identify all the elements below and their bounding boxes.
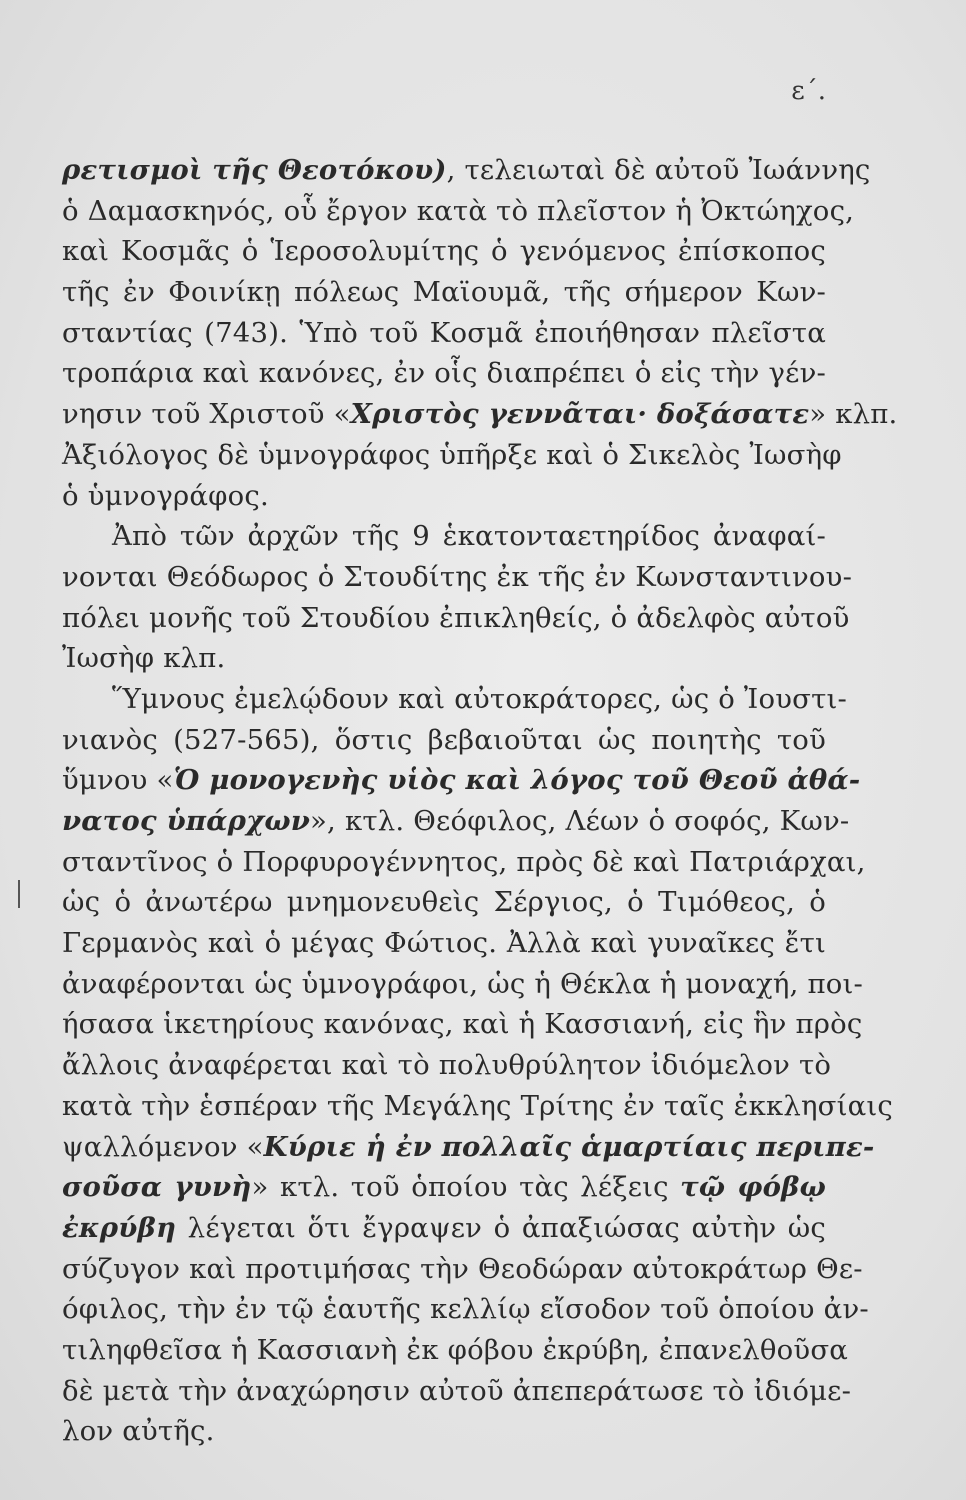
text-line: ὁ Δαμασκηνός, οὗ ἔργον κατὰ τὸ πλεῖστον ἡ Ὀκτώηχος, [62, 194, 855, 227]
text-line: νατος ὑπάρχων», κτλ. Θεόφιλος, Λέων ὁ σοφός, Κων- [62, 805, 850, 837]
text-line: Ὕμνους ἐμελῴδουν καὶ αὐτοκράτορες, ὡς ὁ Ἰουστι- [112, 682, 847, 715]
text-line: ψαλλόμενον «Κύριε ἡ ἐν πολλαῖς ἁμαρτίαις περιπε- [62, 1130, 875, 1163]
page-number: ε΄. [791, 76, 826, 106]
text-line: ἄλλοις ἀναφέρεται καὶ τὸ πολυθρύλητον ἰδιόμελον τὸ [62, 1049, 832, 1082]
text-line: ὁ ὑμνογράφος. [62, 479, 269, 512]
text-line: όφιλος, τὴν ἐν τῷ ἑαυτῆς κελλίῳ εἴσοδον τοῦ ὁποίου ἀν- [62, 1293, 869, 1326]
text-line: νιανὸς (527-565), ὅστις βεβαιοῦται ὡς ποιητὴς τοῦ [62, 723, 826, 756]
text-line: ήσασα ἱκετηρίους κανόνας, καὶ ἡ Κασσιανή, εἰς ἣν πρὸς [62, 1008, 863, 1041]
text-line: νονται Θεόδωρος ὁ Στουδίτης ἐκ τῆς ἐν Κωνσταντινου- [62, 560, 853, 593]
text-line: σύζυγον καὶ προτιμήσας τὴν Θεοδώραν αὐτοκράτωρ Θε- [62, 1252, 863, 1285]
text-line: Ἀξιόλογος δὲ ὑμνογράφος ὑπῆρξε καὶ ὁ Σικελὸς Ἰωσὴφ [62, 438, 842, 471]
text-line: νησιν τοῦ Χριστοῦ «Χριστὸς γεννᾶται· δοξάσατε» κλπ. [62, 398, 898, 431]
text-line: ὡς ὁ ἀνωτέρω μνημονευθεὶς Σέργιος, ὁ Τιμόθεος, ὁ [62, 886, 826, 919]
text-line: πόλει μονῆς τοῦ Στουδίου ἐπικληθείς, ὁ ἀδελφὸς αὐτοῦ [62, 601, 850, 634]
text-line: σταντῖνος ὁ Πορφυρογέννητος, πρὸς δὲ καὶ Πατριάρχαι, [62, 845, 866, 878]
text-line: ὕμνου «Ὁ μονογενὴς υἱὸς καὶ λόγος τοῦ Θεοῦ ἀθά- [62, 764, 861, 797]
text-line: καὶ Κοσμᾶς ὁ Ἱεροσολυμίτης ὁ γενόμενος ἐπίσκοπος [62, 235, 826, 268]
text-line: λον αὐτῆς. [62, 1415, 215, 1448]
text-line: κατὰ τὴν ἑσπέραν τῆς Μεγάλης Τρίτης ἐν ταῖς ἐκκλησίαις [62, 1089, 893, 1122]
text-line: Ἰωσὴφ κλπ. [62, 642, 226, 675]
text-line: Γερμανὸς καὶ ὁ μέγας Φώτιος. Ἀλλὰ καὶ γυναῖκες ἔτι [62, 927, 826, 960]
margin-mark [18, 880, 20, 908]
text-line: τῆς ἐν Φοινίκῃ πόλεως Μαϊουμᾶ, τῆς σήμερον Κων- [62, 276, 826, 309]
text-line: σοῦσα γυνὴ» κτλ. τοῦ ὁποίου τὰς λέξεις τῷ φόβῳ [62, 1171, 826, 1204]
text-line: τιληφθεῖσα ἡ Κασσιανὴ ἐκ φόβου ἐκρύβη, ἐπανελθοῦσα [62, 1333, 849, 1366]
text-line: Ἀπὸ τῶν ἀρχῶν τῆς 9 ἑκατονταετηρίδος ἀναφαί- [112, 520, 826, 553]
text-line: ἐκρύβη λέγεται ὅτι ἔγραψεν ὁ ἀπαξιώσας αὐτὴν ὡς [62, 1211, 826, 1244]
text-line: ἀναφέρονται ὡς ὑμνογράφοι, ὡς ἡ Θέκλα ἡ μοναχή, ποι- [62, 967, 863, 1000]
text-line: ρετισμοὶ τῆς Θεοτόκου), τελειωταὶ δὲ αὐτοῦ Ἰωάννης [62, 154, 871, 186]
text-line: σταντίας (743). Ὑπὸ τοῦ Κοσμᾶ ἐποιήθησαν πλεῖστα [62, 316, 826, 349]
text-line: δὲ μετὰ τὴν ἀναχώρησιν αὐτοῦ ἀπεπεράτωσε τὸ ἰδιόμε- [62, 1374, 852, 1407]
text-line: τροπάρια καὶ κανόνες, ἐν οἷς διαπρέπει ὁ εἰς τὴν γέν- [62, 357, 826, 390]
body-text [62, 150, 898, 1452]
